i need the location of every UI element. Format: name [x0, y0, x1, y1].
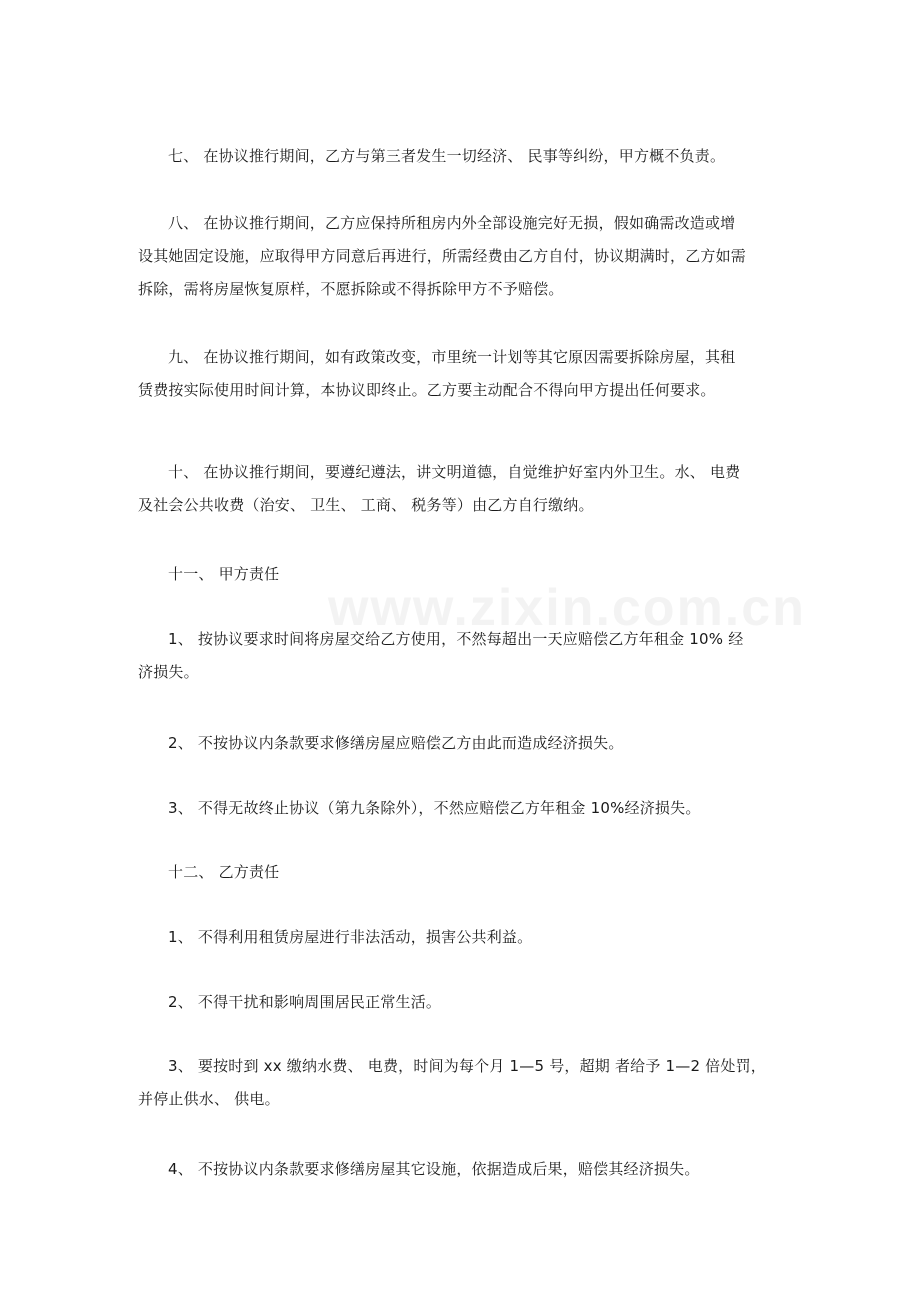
clause-9-line-2: 赁费按实际使用时间计算，本协议即终止。乙方要主动配合不得向甲方提出任何要求。	[138, 381, 716, 399]
clause-11-heading	[168, 558, 788, 591]
clause-12-item-2	[168, 986, 788, 1019]
clause-8-line-3: 拆除，需将房屋恢复原样，不愿拆除或不得拆除甲方不予赔偿。	[138, 280, 564, 298]
clause-11-item-3	[168, 792, 788, 825]
clause-9-line-1: 九、 在协议推行期间，如有政策改变，市里统一计划等其它原因需要拆除房屋，其租	[168, 348, 736, 366]
clause-12-item-3-line-1: 3、 要按时到 xx 缴纳水费、 电费，时间为每个月 1—5 号，超期 者给予 1—2 倍处罚，	[168, 1057, 766, 1075]
clause-8	[138, 207, 788, 306]
clause-12-item-1	[168, 921, 788, 954]
clause-12-item-1-line-1: 1、 不得利用租赁房屋进行非法活动，损害公共利益。	[168, 928, 533, 946]
clause-11-item-3-line-1: 3、 不得无故终止协议（第九条除外），不然应赔偿乙方年租金 10%经济损失。	[168, 799, 701, 817]
clause-12-heading	[168, 856, 788, 889]
clause-11-title: 十一、 甲方责任	[168, 565, 280, 583]
clause-10-line-2: 及社会公共收费（治安、 卫生、 工商、 税务等）由乙方自行缴纳。	[138, 496, 594, 514]
clause-9	[138, 341, 788, 407]
clause-7	[168, 140, 788, 173]
clause-12-item-2-line-1: 2、 不得干扰和影响周围居民正常生活。	[168, 993, 442, 1011]
clause-12-item-3-line-2: 并停止供水、 供电。	[138, 1090, 280, 1108]
clause-11-item-1-line-2: 济损失。	[138, 663, 199, 681]
clause-12-item-3	[138, 1050, 788, 1116]
clause-12-title: 十二、 乙方责任	[168, 863, 280, 881]
watermark: www.zixin.com.cn	[328, 579, 806, 637]
clause-11-item-1-line-1: 1、 按协议要求时间将房屋交给乙方使用，不然每超出一天应赔偿乙方年租金 10% 经	[168, 630, 744, 648]
clause-7-line-1: 七、 在协议推行期间，乙方与第三者发生一切经济、 民事等纠纷，甲方概不负责。	[168, 147, 726, 165]
clause-12-item-4	[168, 1153, 788, 1186]
clause-12-item-4-line-1: 4、 不按协议内条款要求修缮房屋其它设施，依据造成后果，赔偿其经济损失。	[168, 1160, 700, 1178]
clause-11-item-2	[168, 727, 788, 760]
clause-10	[138, 456, 788, 522]
clause-11-item-2-line-1: 2、 不按协议内条款要求修缮房屋应赔偿乙方由此而造成经济损失。	[168, 734, 624, 752]
clause-8-line-1: 八、 在协议推行期间，乙方应保持所租房内外全部设施完好无损，假如确需改造或增	[168, 214, 736, 232]
clause-11-item-1	[138, 623, 788, 689]
clause-10-line-1: 十、 在协议推行期间，要遵纪遵法，讲文明道德，自觉维护好室内外卫生。水、 电费	[168, 463, 741, 481]
clause-8-line-2: 设其她固定设施，应取得甲方同意后再进行，所需经费由乙方自付，协议期满时，乙方如需	[138, 247, 747, 265]
